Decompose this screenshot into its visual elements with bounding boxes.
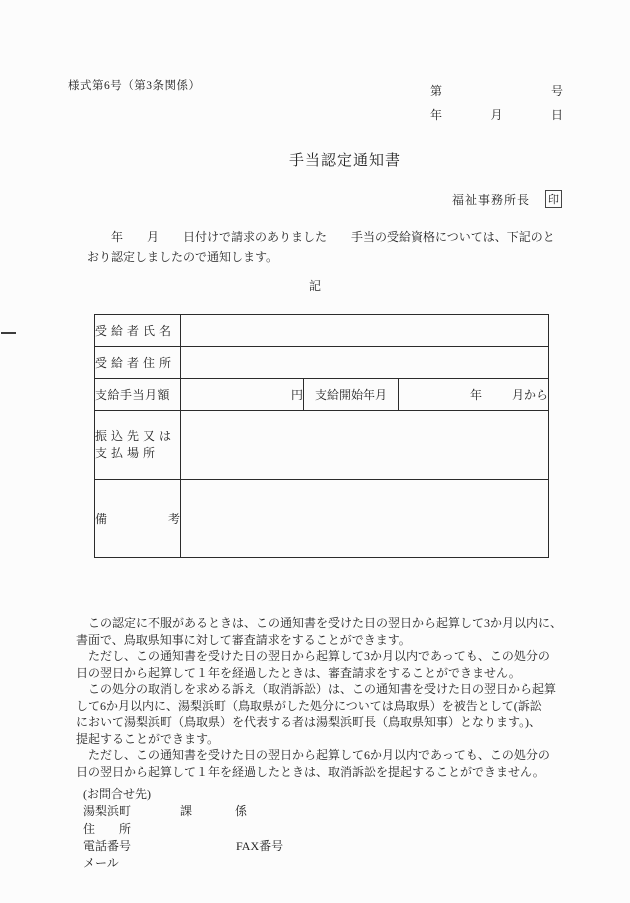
appeal-paragraph-line: この認定に不服があるときは、この通知書を受けた日の翌日から起算して3か月以内に、 [76, 616, 563, 630]
date-month-label: 月 [490, 108, 503, 122]
intro-line: 年 月 日付けで請求のありました 手当の受給資格については、下記のと [87, 230, 555, 244]
lawsuit-paragraph-line: この処分の取消しを求める訴え（取消訴訟）は、この通知書を受けた日の翌日から起算 [76, 682, 557, 696]
date-day-label: 日 [550, 108, 563, 122]
monthly-amount-label: 支給手当月額 [95, 379, 181, 411]
date-year-label: 年 [430, 108, 443, 122]
seal-stamp-box [545, 190, 562, 208]
remarks-label-left: 備 [95, 512, 108, 526]
doc-no-prefix: 第 [430, 84, 443, 98]
table-row-recipient-name [95, 315, 549, 347]
contact-section-label: 係 [235, 804, 248, 819]
recipient-address-label: 受 給 者 住 所 [95, 347, 181, 379]
document-number-block [430, 79, 563, 127]
payment-start-label: 支給開始年月 [304, 379, 399, 411]
intro-line: おり認定しましたので通知します。 [87, 250, 279, 264]
bank-label [95, 411, 181, 480]
seal-character: 印 [548, 194, 559, 206]
intro-paragraph [87, 227, 555, 267]
contact-phone-label: 電話番号 [83, 838, 132, 853]
lawsuit-limit-paragraph-line: 日の翌日から起算して１年を経過したときは、取消訴訟を提起することができません。 [76, 764, 545, 779]
appeal-paragraph-line: 書面で、鳥取県知事に対して審査請求をすることができます。 [76, 632, 411, 647]
issuer-block [68, 190, 562, 208]
yen-unit-label: 円 [290, 388, 303, 402]
table-row-amount [95, 379, 549, 411]
table-row-recipient-address [95, 347, 549, 379]
lawsuit-paragraph-line: において湯梨浜町（鳥取県）を代表する者は湯梨浜町長（鳥取県知事）となります。)、 [76, 715, 542, 729]
monthly-amount-value-cell [181, 379, 304, 411]
contact-mail-label: メール [83, 856, 119, 871]
payment-start-value-cell [399, 379, 549, 411]
binding-mark [1, 332, 16, 334]
contact-phone-line [83, 838, 283, 855]
page-title: 手当認定通知書 [288, 153, 401, 169]
appeal-limit-paragraph-line: 日の翌日から起算して１年を経過したときは、審査請求をすることができません。 [76, 665, 521, 680]
contact-town: 湯梨浜町 [83, 804, 132, 819]
start-month-from-label: 月から [512, 388, 549, 402]
doc-no-suffix: 号 [550, 84, 563, 98]
lawsuit-limit-paragraph-line: ただし、この通知書を受けた日の翌日から起算して6か月以内であっても、この処分の [76, 748, 550, 762]
issuer-title: 福祉事務所長 [451, 192, 530, 207]
appeal-limit-paragraph-line: ただし、この通知書を受けた日の翌日から起算して3か月以内であっても、この処分の [76, 649, 550, 663]
bank-label-line: 支 払 場 所 [95, 446, 156, 460]
contact-town-line [83, 803, 283, 820]
contact-heading: (お問合せ先) [83, 787, 151, 801]
recipient-name-value-cell [181, 315, 549, 347]
lawsuit-paragraph-line: 提起することができます。 [76, 731, 220, 746]
contact-fax-label: FAX番号 [236, 838, 284, 853]
lawsuit-paragraph-line: して6か月以内に、湯梨浜町（鳥取県がした処分については鳥取県）を被告として(訴訟 [76, 698, 542, 713]
start-year-label: 年 [469, 388, 482, 402]
document-number-row [430, 79, 563, 103]
contact-address-line [83, 821, 283, 838]
contact-block [83, 786, 283, 872]
document-date-row [430, 103, 563, 127]
bank-label-line: 振 込 先 又 は [95, 429, 172, 443]
contact-address-label-right: 所 [119, 821, 132, 836]
recipient-address-value-cell [181, 347, 549, 379]
remarks-value-cell [181, 480, 549, 558]
bank-value-cell [181, 411, 549, 480]
record-mark: 記 [308, 279, 321, 293]
table-row-remarks [95, 480, 549, 558]
legal-notice [76, 615, 562, 780]
contact-address-label-left: 住 [83, 821, 96, 836]
table-row-bank [95, 411, 549, 480]
remarks-label-right: 考 [167, 512, 180, 526]
details-table [94, 314, 549, 558]
remarks-label [95, 480, 181, 558]
contact-division-label: 課 [180, 804, 193, 819]
recipient-name-label: 受 給 者 氏 名 [95, 315, 181, 347]
form-reference: 様式第6号（第3条関係） [68, 80, 201, 92]
